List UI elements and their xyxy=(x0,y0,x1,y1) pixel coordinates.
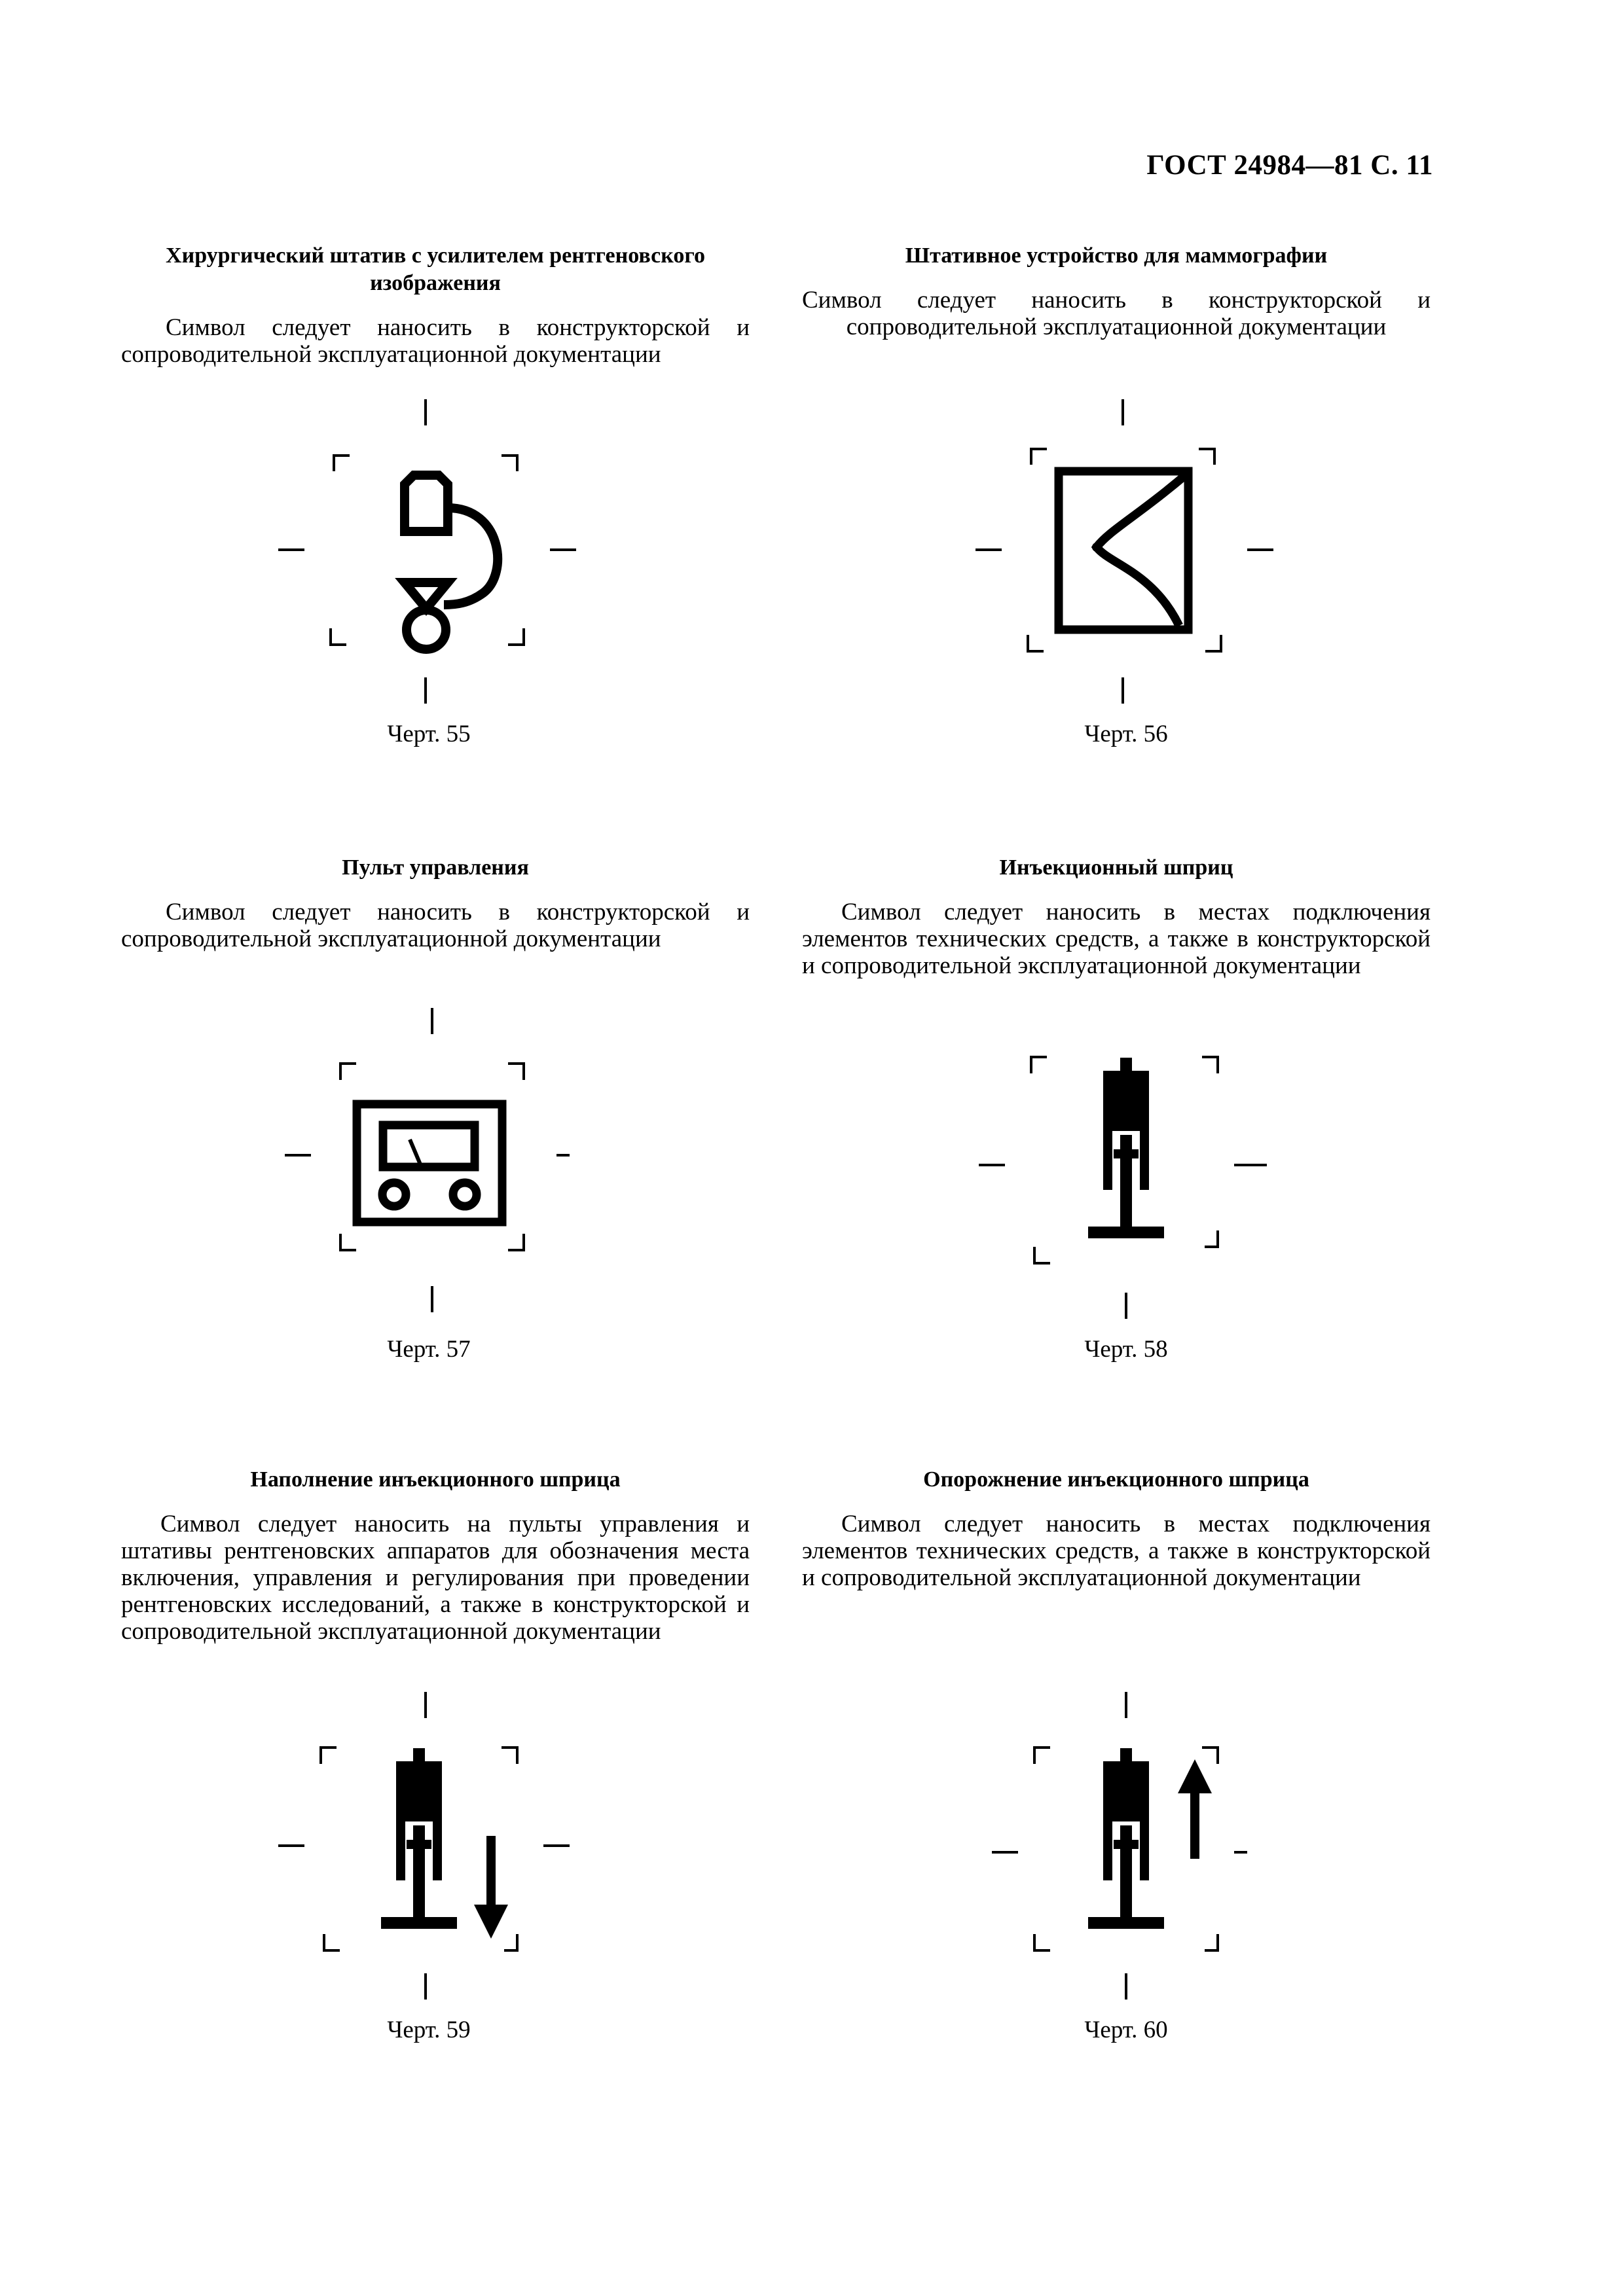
figure-description: Символ следует наносить в конструкторской и сопроводительной эксплуатационной документации xyxy=(802,287,1431,340)
figure-title: Опорожнение инъекционного шприца xyxy=(923,1467,1309,1492)
figure-description: Символ следует наносить в местах подключения элементов технических средств, а также в конструкторской и сопроводительной эксплуатационной документации xyxy=(802,1511,1431,1591)
page-header: ГОСТ 24984—81 С. 11 xyxy=(1146,150,1433,181)
syringe-empty-icon xyxy=(976,1692,1277,2019)
figure-description: Символ следует наносить в конструкторской и сопроводительной эксплуатационной документации xyxy=(121,314,750,368)
surgical-stand-icon xyxy=(275,393,576,720)
figure-caption: Черт. 60 xyxy=(1084,2017,1168,2043)
figure-title: Наполнение инъекционного шприца xyxy=(250,1467,621,1492)
figure-caption: Черт. 56 xyxy=(1084,721,1168,747)
figure-description: Символ следует наносить в конструкторской и сопроводительной эксплуатационной документации xyxy=(121,899,750,952)
figure-60-section xyxy=(802,1466,1431,1591)
figure-title: Пульт управления xyxy=(342,855,529,880)
figure-title: Хирургический штатив с усилителем рентгеновского изображения xyxy=(166,243,705,295)
figure-55-section xyxy=(121,242,750,368)
figure-description: Символ следует наносить в местах подключения элементов технических средств, а также в конструкторской и сопроводительной эксплуатационной документации xyxy=(802,899,1431,979)
figure-description: Символ следует наносить на пульты управления и штативы рентгеновских аппаратов для обозначения места включения, управления и регулирования при проведении рентгеновских исследований, а также в конструкторской и сопроводительной эксплуатационной документации xyxy=(121,1511,750,1645)
figure-caption: Черт. 55 xyxy=(387,721,471,747)
figure-title: Инъекционный шприц xyxy=(999,855,1233,880)
figure-caption: Черт. 59 xyxy=(387,2017,471,2043)
figure-caption: Черт. 58 xyxy=(1084,1336,1168,1363)
figure-caption: Черт. 57 xyxy=(387,1336,471,1363)
syringe-icon xyxy=(976,1014,1277,1342)
control-panel-icon xyxy=(282,998,583,1325)
figure-title: Штативное устройство для маммографии xyxy=(905,243,1328,268)
syringe-fill-icon xyxy=(275,1692,576,2019)
figure-59-section xyxy=(121,1466,750,1645)
figure-56-section xyxy=(802,242,1431,340)
figure-57-section xyxy=(121,854,750,952)
figure-58-section xyxy=(802,854,1431,979)
mammography-stand-icon xyxy=(972,393,1273,720)
